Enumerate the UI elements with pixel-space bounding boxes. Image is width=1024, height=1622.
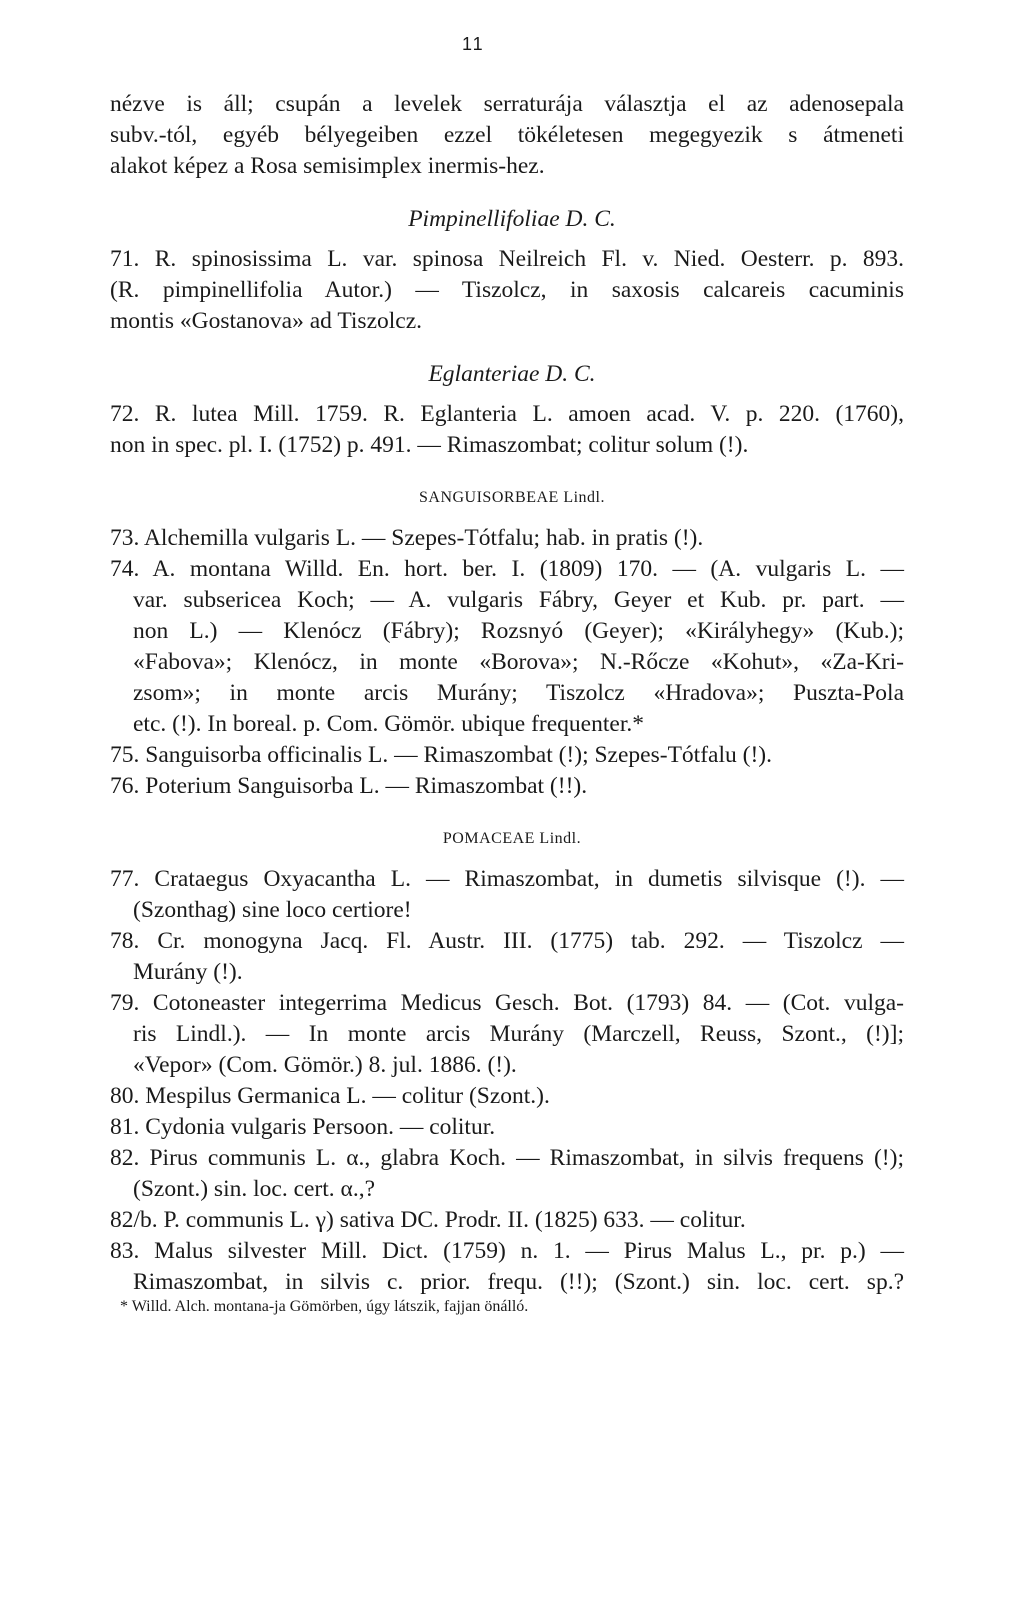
text-line: 79. Cotoneaster integerrima Medicus Gesch. Bot. (1793) 84. — (Cot. vulga- bbox=[110, 990, 904, 1016]
section-heading: POMACEAE Lindl. bbox=[442, 830, 582, 847]
section-heading: Eglanteriae D. C. bbox=[428, 361, 596, 387]
text-line: 78. Cr. monogyna Jacq. Fl. Austr. III. (1775) tab. 292. — Tiszolcz — bbox=[110, 928, 904, 954]
text-line: 82. Pirus communis L. α., glabra Koch. — Rimaszombat, in silvis frequens (!); bbox=[110, 1145, 904, 1171]
text-line: 82/b. P. communis L. γ) sativa DC. Prodr. II. (1825) 633. — colitur. bbox=[110, 1207, 746, 1233]
page-number: 11 bbox=[462, 34, 485, 54]
text-line: subv.-tól, egyéb bélyegeiben ezzel tökéletesen megegyezik s átmeneti bbox=[110, 122, 904, 148]
text-line: Rimaszombat, in silvis c. prior. frequ. (!!); (Szont.) sin. loc. cert. sp.? bbox=[133, 1269, 904, 1295]
text-line: zsom»; in monte arcis Murány; Tiszolcz «Hradova»; Puszta-Pola bbox=[133, 680, 904, 706]
text-line: 71. R. spinosissima L. var. spinosa Neilreich Fl. v. Nied. Oesterr. p. 893. bbox=[110, 246, 904, 272]
text-line: etc. (!). In boreal. p. Com. Gömör. ubique frequenter.* bbox=[133, 711, 644, 737]
text-line: alakot képez a Rosa semisimplex inermis-hez. bbox=[110, 153, 545, 179]
section-heading: SANGUISORBEAE Lindl. bbox=[418, 489, 605, 506]
text-line: non in spec. pl. I. (1752) p. 491. — Rimaszombat; colitur solum (!). bbox=[110, 432, 749, 458]
text-line: 74. A. montana Willd. En. hort. ber. I. (1809) 170. — (A. vulgaris L. — bbox=[110, 556, 904, 582]
text-line: 73. Alchemilla vulgaris L. — Szepes-Tótfalu; hab. in pratis (!). bbox=[110, 525, 704, 551]
text-line: ris Lindl.). — In monte arcis Murány (Marczell, Reuss, Szont., (!)]; bbox=[133, 1021, 904, 1047]
text-line: 81. Cydonia vulgaris Persoon. — colitur. bbox=[110, 1114, 496, 1140]
text-line: non L.) — Klenócz (Fábry); Rozsnyó (Geyer); «Királyhegy» (Kub.); bbox=[133, 618, 904, 644]
text-line: Murány (!). bbox=[133, 959, 243, 985]
text-line: 80. Mespilus Germanica L. — colitur (Szont.). bbox=[110, 1083, 550, 1109]
text-line: 83. Malus silvester Mill. Dict. (1759) n. 1. — Pirus Malus L., pr. p.) — bbox=[110, 1238, 904, 1264]
text-line: 75. Sanguisorba officinalis L. — Rimaszombat (!); Szepes-Tótfalu (!). bbox=[110, 742, 772, 768]
text-line: (R. pimpinellifolia Autor.) — Tiszolcz, in saxosis calcareis cacuminis bbox=[110, 277, 904, 303]
text-line: «Vepor» (Com. Gömör.) 8. jul. 1886. (!). bbox=[133, 1052, 517, 1078]
text-line: 76. Poterium Sanguisorba L. — Rimaszombat (!!). bbox=[110, 773, 588, 799]
text-line: (Szonthag) sine loco certiore! bbox=[133, 897, 412, 923]
text-line: 72. R. lutea Mill. 1759. R. Eglanteria L. amoen acad. V. p. 220. (1760), bbox=[110, 401, 904, 427]
text-line: 77. Crataegus Oxyacantha L. — Rimaszombat, in dumetis silvisque (!). — bbox=[110, 866, 904, 892]
text-line: var. subsericea Koch; — A. vulgaris Fábry, Geyer et Kub. pr. part. — bbox=[133, 587, 904, 613]
text-line: (Szont.) sin. loc. cert. α.,? bbox=[133, 1176, 376, 1202]
text-line: nézve is áll; csupán a levelek serraturája választja el az adenosepala bbox=[110, 91, 904, 117]
section-heading: Pimpinellifoliae D. C. bbox=[408, 206, 616, 232]
text-line: «Fabova»; Klenócz, in monte «Borova»; N.-Rőcze «Kohut», «Za-Kri- bbox=[133, 649, 904, 675]
text-line: montis «Gostanova» ad Tiszolcz. bbox=[110, 308, 423, 334]
footnote: * Willd. Alch. montana-ja Gömörben, úgy látszik, fajjan önálló. bbox=[120, 1298, 529, 1315]
